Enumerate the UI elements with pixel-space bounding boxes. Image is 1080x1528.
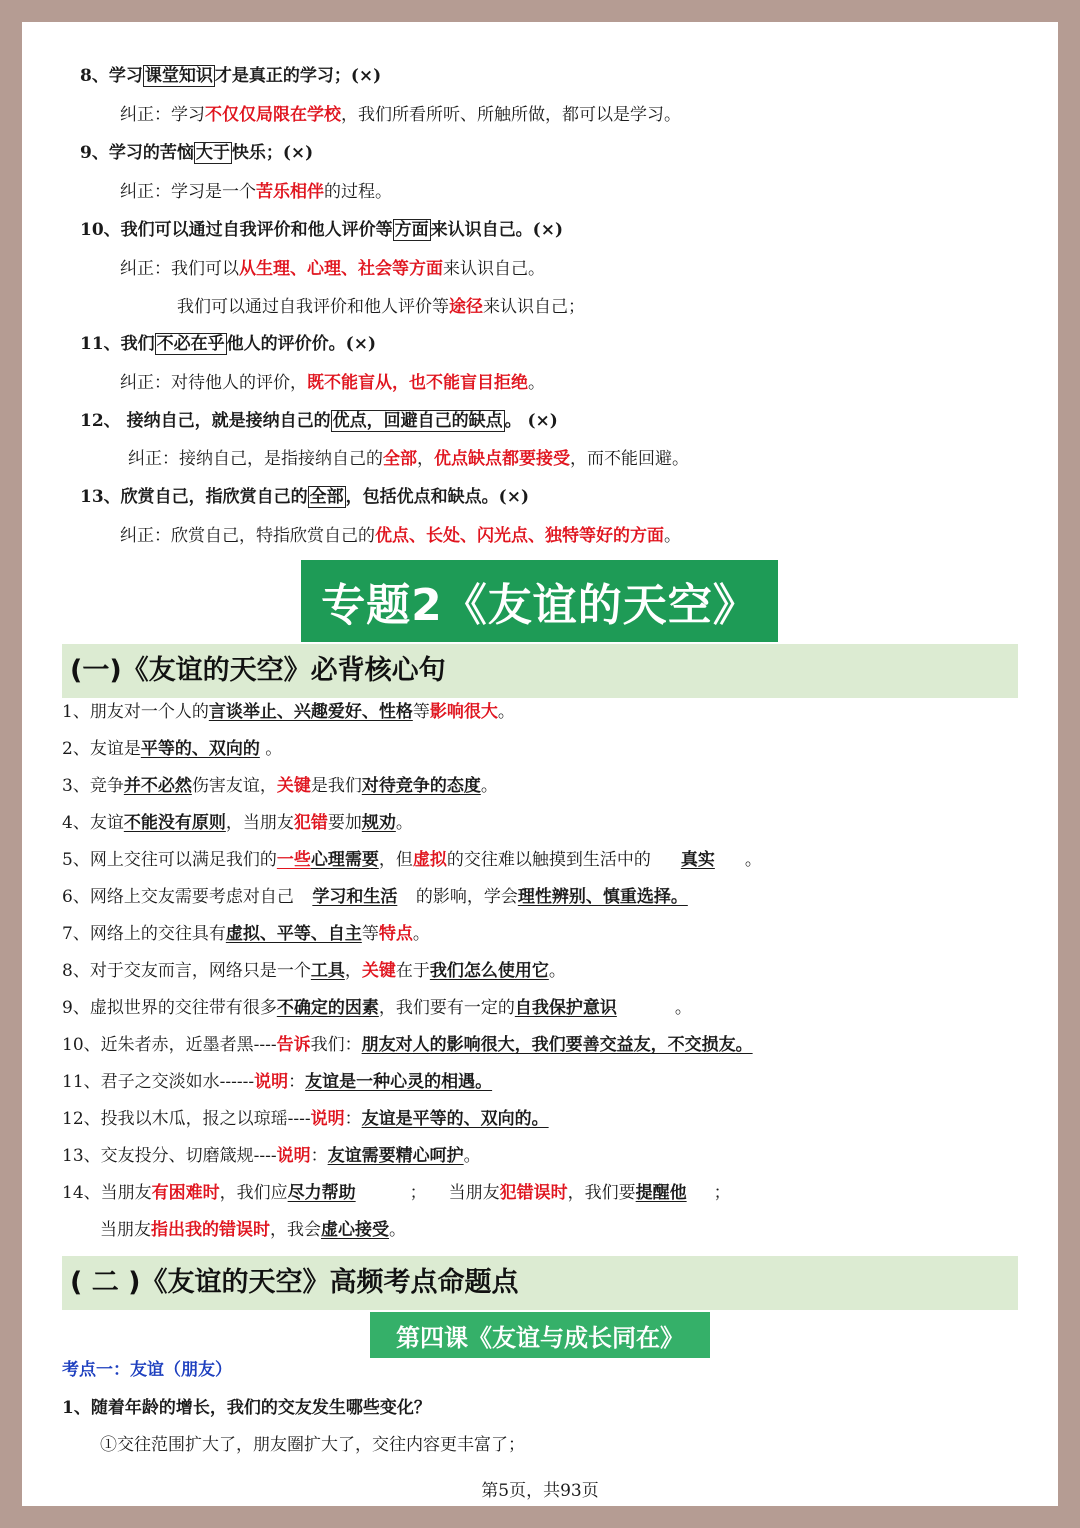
fix-highlight: 优点、长处、闪光点、独特等好的方面 <box>375 526 664 546</box>
sentence-text: 伤害友谊， <box>191 776 277 796</box>
fix-text-end: ，我们所看所听、所触所做，都可以是学习。 <box>341 105 681 125</box>
key-phrase: 虚心接受 <box>321 1220 389 1240</box>
sentence-text: ， <box>344 961 362 981</box>
highlight-phrase: 指出我的错误时 <box>151 1220 270 1240</box>
fix-label: 纠正： <box>120 105 171 125</box>
exam-question-1: 1、随着年龄的增长，我们的交友发生哪些变化？ <box>62 1398 431 1418</box>
sentence-number: 4、 <box>62 813 90 833</box>
sentence-text: 等 <box>412 702 430 722</box>
key-phrase: 友谊是一种心灵的相遇。 <box>305 1072 493 1092</box>
sentence-number: 13、 <box>62 1146 101 1166</box>
fix-text-end: 来认识自己。 <box>443 259 545 279</box>
highlight-phrase: 有困难时 <box>151 1183 220 1203</box>
highlight-phrase: 说明 <box>276 1146 311 1166</box>
exam-answer-1: ①交往范围扩大了，朋友圈扩大了，交往内容更丰富了； <box>100 1435 525 1455</box>
sentence-text: 。 <box>389 1220 406 1240</box>
key-phrase: 自我保护意识 <box>514 998 617 1018</box>
correction-fix-9 <box>120 180 392 204</box>
correction-question-8 <box>80 64 381 88</box>
sentence-text: 。 <box>497 702 515 722</box>
key-phrase: 理性辨别、慎重选择。 <box>517 887 688 907</box>
fix-highlight: 从生理、心理、社会等方面 <box>239 259 443 279</box>
highlight-phrase: 犯错 <box>293 813 328 833</box>
sentence-text: ： <box>288 1072 306 1092</box>
sentence-number: 9、 <box>62 998 90 1018</box>
question-number: 13、 <box>80 487 121 507</box>
sentence-text: 竞争 <box>89 776 124 796</box>
highlight-phrase: 告诉 <box>276 1035 311 1055</box>
sentence-text: 是我们 <box>310 776 362 796</box>
sentence-text: 网上交往可以满足我们的 <box>89 850 277 870</box>
core-sentence-11 <box>62 1070 492 1094</box>
sentence-text: 友谊是 <box>89 739 141 759</box>
correction-question-13 <box>80 485 529 509</box>
sentence-number: 14、 <box>62 1183 101 1203</box>
correction-question-11 <box>80 332 376 356</box>
sentence-text: 。 <box>744 850 762 870</box>
sentence-text: 我们： <box>310 1035 362 1055</box>
sentence-text: ； <box>713 1183 731 1203</box>
sentence-text: ，我们应 <box>219 1183 288 1203</box>
core-sentence-4 <box>62 811 413 835</box>
sentence-text: 等 <box>361 924 379 944</box>
fix-text-end: 来认识自己； <box>483 297 585 317</box>
sentence-number: 11、 <box>62 1072 101 1092</box>
correction-fix-8 <box>120 103 681 127</box>
key-phrase: 尽力帮助 <box>287 1183 356 1203</box>
question-text-end: 才是真正的学习；(×) <box>214 66 382 86</box>
core-sentence-1 <box>62 700 515 724</box>
core-sentence-2 <box>62 737 282 761</box>
boxed-error: 课堂知识 <box>144 66 213 86</box>
question-text-end: 来认识自己。(×) <box>430 220 564 240</box>
sentence-text: 。 <box>674 998 692 1018</box>
sentence-text: ，我们要有一定的 <box>378 998 515 1018</box>
fix-text-end: 的过程。 <box>324 182 392 202</box>
lesson-banner: 第四课《友谊与成长同在》 <box>370 1312 710 1358</box>
highlight-phrase: 影响很大 <box>429 702 498 722</box>
fix-label: 纠正： <box>128 449 179 469</box>
sentence-text: 。 <box>463 1146 481 1166</box>
core-sentence-9 <box>62 996 692 1020</box>
kaodian-heading: 考点一：友谊（朋友） <box>62 1360 232 1380</box>
fix-highlight: 不仅仅局限在学校 <box>205 105 341 125</box>
page-footer: 第5页，共93页 <box>481 1481 599 1501</box>
question-text-end: 他人的评价价。(×) <box>226 334 377 354</box>
correction-fix-12 <box>128 447 689 471</box>
question-text: 学习 <box>108 66 143 86</box>
sentence-text: 。 <box>259 739 283 759</box>
key-phrase: 真实 <box>680 850 715 870</box>
question-text-end: 。 (×) <box>504 411 558 431</box>
fix-text: 接纳自己，是指接纳自己的 <box>179 449 383 469</box>
question-number: 10、 <box>80 220 121 240</box>
fix-text: 学习 <box>171 105 205 125</box>
sentence-number: 8、 <box>62 961 90 981</box>
key-phrase: 不能没有原则 <box>123 813 226 833</box>
highlight-phrase: 关键 <box>276 776 311 796</box>
sentence-text: 。 <box>548 961 566 981</box>
sentence-text: 当朋友 <box>448 1183 500 1203</box>
core-sentence-7 <box>62 922 430 946</box>
fix-label: 纠正： <box>120 259 171 279</box>
sentence-text: 的交往难以触摸到生活中的 <box>446 850 651 870</box>
key-phrase: 规劝 <box>361 813 396 833</box>
sentence-text: 当朋友 <box>100 1183 152 1203</box>
fix-text: 欣赏自己，特指欣赏自己的 <box>171 526 375 546</box>
correction-fix-13 <box>120 524 681 548</box>
correction-question-10 <box>80 218 563 242</box>
highlight-phrase: 说明 <box>254 1072 289 1092</box>
key-phrase: 不确定的因素 <box>276 998 379 1018</box>
question-number: 8、 <box>80 66 109 86</box>
core-sentence-3 <box>62 774 498 798</box>
question-number: 12、 <box>80 411 121 431</box>
sentence-number: 1、 <box>62 702 90 722</box>
question-text: 欣赏自己，指欣赏自己的 <box>120 487 308 507</box>
boxed-error: 大于 <box>195 143 230 163</box>
fix-text-end: ，而不能回避。 <box>570 449 689 469</box>
sentence-text: 交友投分、切磨箴规---- <box>100 1146 277 1166</box>
correction-question-12 <box>80 409 558 433</box>
key-phrase: 友谊是平等的、双向的。 <box>361 1109 549 1129</box>
question-text-end: 快乐；(×) <box>231 143 314 163</box>
section-2-title: ( 二 )《友谊的天空》高频考点命题点 <box>62 1256 1018 1310</box>
sentence-text: ： <box>310 1146 328 1166</box>
boxed-error: 不必在乎 <box>156 334 225 354</box>
boxed-error: 优点，回避自己的缺点 <box>332 411 503 431</box>
core-sentence-14 <box>62 1181 731 1205</box>
sentence-text: 投我以木瓜，报之以琼瑶---- <box>100 1109 311 1129</box>
highlight-phrase: 特点 <box>378 924 413 944</box>
core-sentence-6 <box>62 885 688 909</box>
sentence-text: ，当朋友 <box>225 813 294 833</box>
correction-fix-10 <box>120 257 545 281</box>
fix-text-end: 。 <box>664 526 681 546</box>
core-sentence-12 <box>62 1107 549 1131</box>
section-1-title: (一)《友谊的天空》必背核心句 <box>62 644 1018 698</box>
fix-text-end: 。 <box>528 373 545 393</box>
correction-fix-11 <box>120 371 545 395</box>
fix-text: 我们可以 <box>171 259 239 279</box>
boxed-error: 方面 <box>394 220 429 240</box>
sentence-text: ，但 <box>378 850 413 870</box>
sentence-number: 7、 <box>62 924 90 944</box>
sentence-text: 朋友对一个人的 <box>89 702 209 722</box>
topic-banner: 专题2《友谊的天空》 <box>301 560 778 642</box>
fix-text: 对待他人的评价， <box>171 373 307 393</box>
boxed-error: 全部 <box>309 487 344 507</box>
question-text: 学习的苦恼 <box>108 143 194 163</box>
fix-text-mid: ， <box>417 449 434 469</box>
question-number: 9、 <box>80 143 109 163</box>
sentence-number: 3、 <box>62 776 90 796</box>
key-phrase: 友谊需要精心呵护 <box>327 1146 464 1166</box>
sentence-text: ，我们要 <box>567 1183 636 1203</box>
question-text-end: ，包括优点和缺点。(×) <box>345 487 530 507</box>
sentence-text: 君子之交淡如水------ <box>100 1072 255 1092</box>
sentence-number: 10、 <box>62 1035 101 1055</box>
question-text: 接纳自己，就是接纳自己的 <box>126 411 331 431</box>
highlight-phrase: 说明 <box>310 1109 345 1129</box>
core-sentence-14-line2 <box>100 1218 406 1242</box>
key-phrase: 平等的、双向的 <box>140 739 260 759</box>
sentence-text: 在于 <box>395 961 430 981</box>
fix-text: 我们可以通过自我评价和他人评价等 <box>177 297 449 317</box>
sentence-text: 网络上交友需要考虑对自己 <box>89 887 294 907</box>
sentence-text: 近朱者赤，近墨者黑---- <box>100 1035 277 1055</box>
core-sentence-10 <box>62 1033 753 1057</box>
key-phrase: 我们怎么使用它 <box>429 961 549 981</box>
correction-fix-10-line2 <box>177 295 585 319</box>
sentence-text: 对于交友而言，网络只是一个 <box>89 961 311 981</box>
fix-highlight: 既不能盲从，也不能盲目拒绝 <box>307 373 528 393</box>
fix-highlight: 苦乐相伴 <box>256 182 324 202</box>
sentence-number: 5、 <box>62 850 90 870</box>
sentence-text: 的影响，学会 <box>415 887 518 907</box>
question-number: 11、 <box>80 334 121 354</box>
sentence-text: ： <box>344 1109 362 1129</box>
fix-highlight: 途径 <box>449 297 483 317</box>
core-sentence-13 <box>62 1144 481 1168</box>
sentence-number: 6、 <box>62 887 90 907</box>
sentence-text: 要加 <box>327 813 362 833</box>
highlight-phrase: 一些 <box>276 850 311 870</box>
key-phrase: 提醒他 <box>635 1183 687 1203</box>
sentence-text: 。 <box>395 813 413 833</box>
key-phrase: 虚拟、平等、自主 <box>225 924 362 944</box>
sentence-text: 网络上的交往具有 <box>89 924 226 944</box>
fix-text: 学习是一个 <box>171 182 256 202</box>
sentence-number: 2、 <box>62 739 90 759</box>
sentence-text: ，我会 <box>270 1220 321 1240</box>
sentence-text: 虚拟世界的交往带有很多 <box>89 998 277 1018</box>
fix-highlight: 全部 <box>383 449 417 469</box>
sentence-text: 当朋友 <box>100 1220 151 1240</box>
question-text: 我们可以通过自我评价和他人评价等 <box>120 220 393 240</box>
sentence-text: 友谊 <box>89 813 124 833</box>
highlight-phrase: 犯错误时 <box>499 1183 568 1203</box>
sentence-text: ； <box>409 1183 427 1203</box>
page-sheet <box>22 22 1058 1506</box>
highlight-phrase: 虚拟 <box>412 850 447 870</box>
key-phrase: 学习和生活 <box>312 887 398 907</box>
key-phrase: 工具 <box>310 961 345 981</box>
key-phrase: 并不必然 <box>123 776 192 796</box>
fix-label: 纠正： <box>120 526 171 546</box>
key-phrase: 对待竞争的态度 <box>361 776 481 796</box>
fix-label: 纠正： <box>120 373 171 393</box>
correction-question-9 <box>80 141 313 165</box>
fix-label: 纠正： <box>120 182 171 202</box>
core-sentence-5 <box>62 848 762 872</box>
core-sentence-8 <box>62 959 566 983</box>
question-text: 我们 <box>120 334 155 354</box>
fix-highlight-2: 优点缺点都要接受 <box>434 449 570 469</box>
sentence-text: 。 <box>412 924 430 944</box>
sentence-number: 12、 <box>62 1109 101 1129</box>
sentence-text: 。 <box>480 776 498 796</box>
key-phrase: 心理需要 <box>310 850 379 870</box>
key-phrase: 朋友对人的影响很大，我们要善交益友，不交损友。 <box>361 1035 753 1055</box>
key-phrase: 言谈举止、兴趣爱好、性格 <box>208 702 413 722</box>
highlight-phrase: 关键 <box>361 961 396 981</box>
